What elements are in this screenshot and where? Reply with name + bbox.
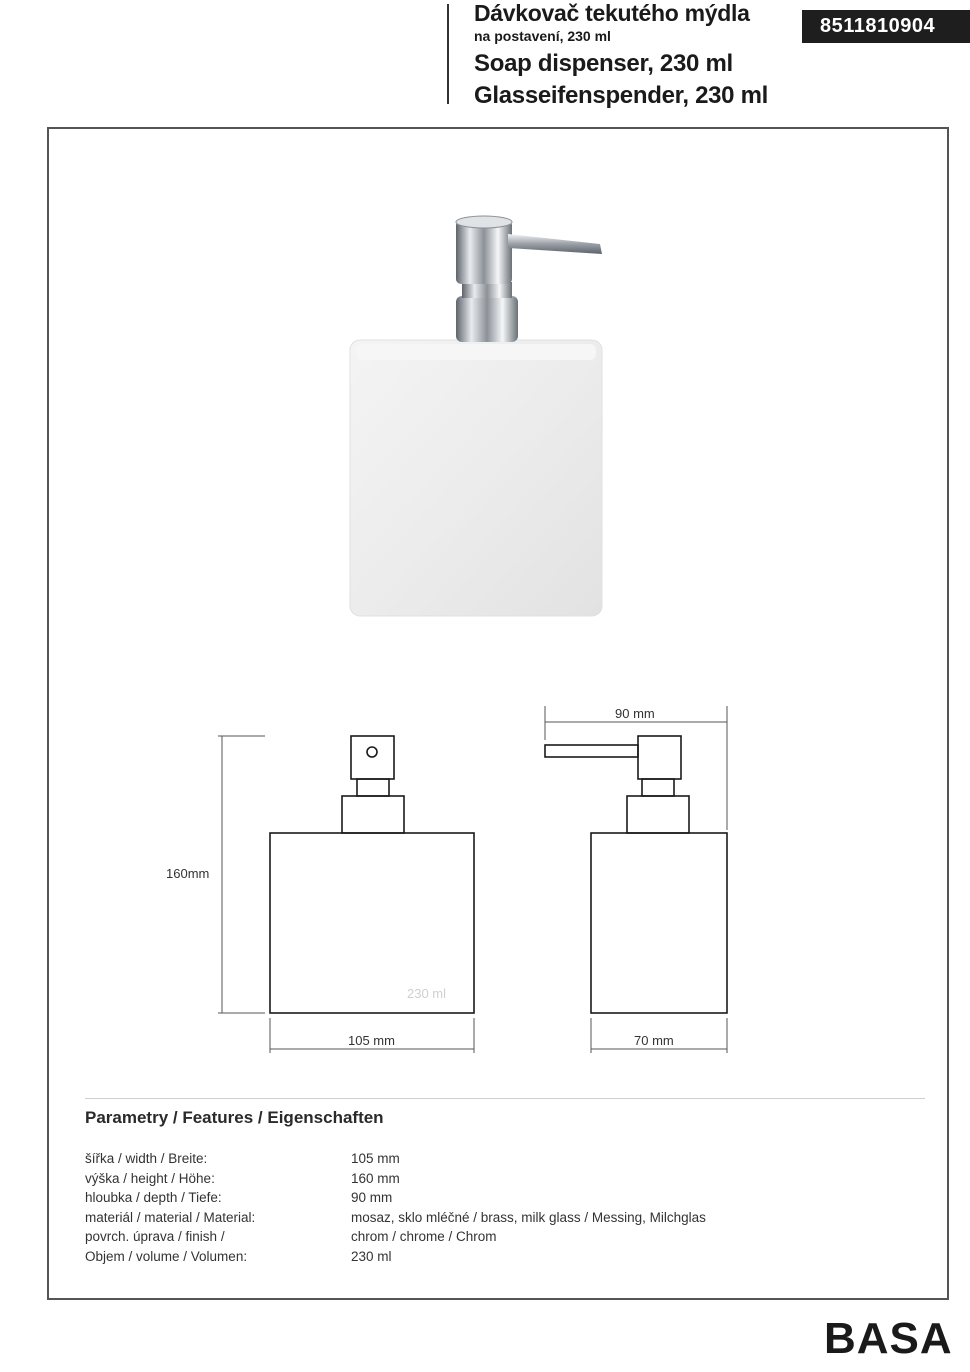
- front-neck: [357, 779, 389, 796]
- product-title-en: Soap dispenser, 230 ml: [474, 50, 733, 77]
- side-head: [638, 736, 681, 779]
- spec-value-height: 160 mm: [351, 1171, 400, 1186]
- product-subtitle-cz: na postavení, 230 ml: [474, 28, 611, 44]
- volume-watermark: 230 ml: [407, 986, 447, 1001]
- features-title: Parametry / Features / Eigenschaften: [85, 1108, 384, 1127]
- pump-head: [456, 220, 512, 284]
- width-label: 105 mm: [348, 1033, 395, 1048]
- spec-value-material: mosaz, sklo mléčné / brass, milk glass / Messing, Milchglas: [351, 1210, 706, 1225]
- product-title-cz: Dávkovač tekutého mýdla: [474, 0, 750, 26]
- side-body: [591, 833, 727, 1013]
- side-neck: [642, 779, 674, 796]
- height-label: 160mm: [166, 866, 210, 881]
- side-width-label: 70 mm: [634, 1033, 674, 1048]
- spec-label-width: šířka / width / Breite:: [85, 1151, 208, 1166]
- front-dimension-lines: [218, 736, 474, 1053]
- glass-body: [350, 340, 602, 616]
- spec-label-finish: povrch. úprava / finish /: [85, 1229, 225, 1244]
- side-view-drawing: [545, 736, 727, 1013]
- product-photo: [350, 216, 602, 616]
- pump-neck: [462, 282, 512, 298]
- features-separator: [85, 1098, 925, 1099]
- side-dimension-lines: [545, 706, 727, 1053]
- pump-top: [456, 216, 512, 228]
- brand-logo: BASA: [824, 1314, 953, 1363]
- spec-value-finish: chrom / chrome / Chrom: [351, 1229, 497, 1244]
- front-nozzle-hole: [367, 747, 377, 757]
- spec-value-volume: 230 ml: [351, 1249, 392, 1264]
- spec-label-depth: hloubka / depth / Tiefe:: [85, 1190, 222, 1205]
- front-collar: [342, 796, 404, 833]
- product-code-badge: 8511810904: [802, 10, 970, 43]
- spec-label-material: materiál / material / Material:: [85, 1210, 256, 1225]
- depth-label: 90 mm: [615, 706, 655, 721]
- spec-value-depth: 90 mm: [351, 1190, 393, 1205]
- side-collar: [627, 796, 689, 833]
- spec-value-width: 105 mm: [351, 1151, 400, 1166]
- product-title-de: Glasseifenspender, 230 ml: [474, 82, 768, 109]
- spec-label-volume: Objem / volume / Volumen:: [85, 1249, 248, 1264]
- side-nozzle: [545, 745, 638, 757]
- front-view-drawing: [270, 736, 474, 1013]
- glass-top-shade: [356, 344, 596, 360]
- pump-collar: [456, 296, 518, 342]
- spec-label-height: výška / height / Höhe:: [85, 1171, 215, 1186]
- pump-nozzle: [508, 234, 602, 254]
